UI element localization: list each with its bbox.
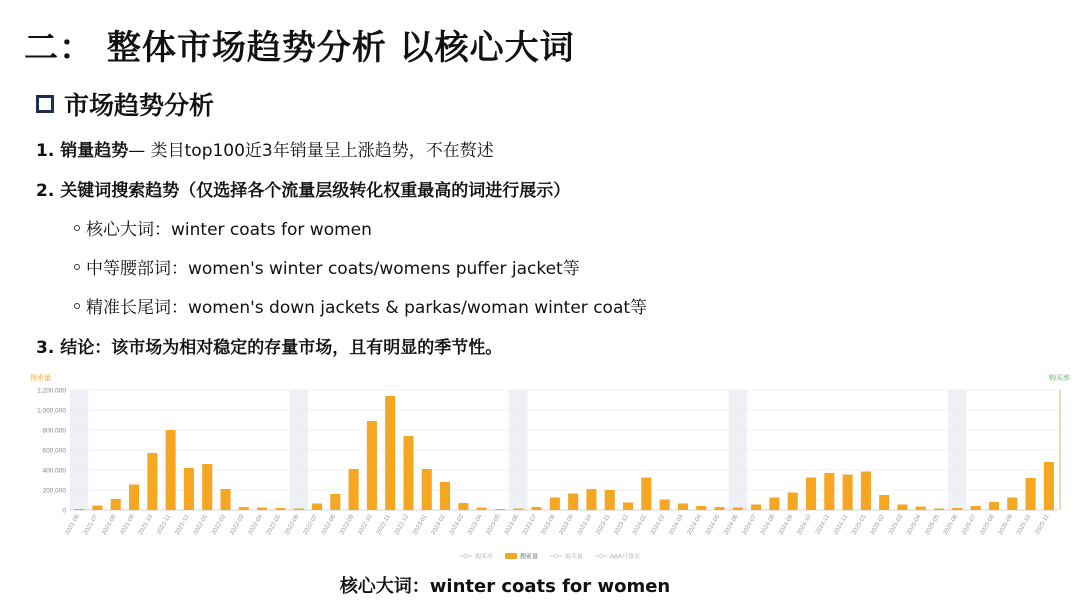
bar — [220, 489, 230, 510]
x-tick-label: 2025-08 — [979, 514, 996, 537]
keyword-text: 中等腰部词：women's winter coats/womens puffer jacket等 — [86, 259, 580, 279]
bar — [733, 508, 743, 511]
bar — [952, 508, 962, 510]
x-tick-label: 2024-03 — [668, 514, 685, 537]
x-tick-label: 2023-11 — [595, 514, 612, 536]
bar — [275, 508, 285, 510]
y-tick-label: 800,000 — [42, 427, 66, 435]
x-tick-label: 2025-05 — [924, 514, 941, 537]
section-header — [36, 86, 214, 122]
x-tick-label: 2023-12 — [613, 514, 630, 537]
x-tick-label: 2022-07 — [302, 514, 319, 537]
y-axis-title-left: 搜索量 — [30, 375, 51, 382]
x-tick-label: 2023-05 — [485, 514, 502, 537]
x-tick-label: 2024-09 — [778, 514, 795, 537]
legend-swatch — [505, 553, 517, 559]
x-tick-label: 2023-02 — [430, 514, 447, 537]
point-conclusion — [36, 333, 502, 358]
bar — [696, 506, 706, 510]
x-tick-label: 2024-07 — [741, 514, 758, 537]
bar — [111, 499, 121, 510]
bar — [349, 469, 359, 510]
x-tick-label: 2024-12 — [833, 514, 850, 537]
x-tick-label: 2025-11 — [1034, 513, 1051, 536]
x-tick-label: 2022-06 — [284, 514, 301, 537]
bar — [1007, 498, 1017, 511]
bar — [312, 504, 322, 511]
bar — [495, 509, 505, 510]
bar — [916, 507, 926, 511]
x-tick-label: 2022-08 — [320, 514, 338, 537]
bar — [440, 482, 450, 510]
bar — [934, 509, 944, 511]
bar — [769, 498, 779, 511]
bar — [879, 495, 889, 510]
chart-caption: 核心大词：winter coats for women — [339, 576, 671, 597]
x-tick-label: 2021-10 — [137, 514, 155, 537]
x-tick-label: 2024-02 — [650, 514, 667, 537]
x-tick-label: 2024-06 — [723, 514, 740, 537]
legend-marker — [599, 554, 603, 558]
x-tick-label: 2023-10 — [576, 514, 594, 537]
bar — [367, 421, 377, 510]
bar — [550, 498, 560, 511]
x-tick-label: 2025-02 — [869, 514, 886, 537]
point-label: 3. 结论：该市场为相对稳定的存量市场，且有明显的季节性。 — [36, 338, 503, 358]
search-volume-chart — [30, 370, 1070, 570]
x-tick-label: 2023-07 — [522, 514, 539, 537]
bar — [74, 509, 84, 510]
bar — [1044, 462, 1054, 510]
legend-label: ABA月排名 — [610, 554, 641, 561]
bar — [605, 490, 615, 510]
bar — [330, 494, 340, 510]
x-tick-label: 2025-06 — [942, 514, 960, 537]
x-tick-label: 2021-06 — [64, 514, 81, 537]
x-tick-label: 2024-05 — [705, 514, 722, 537]
bar — [971, 506, 981, 510]
x-tick-label: 2023-03 — [448, 514, 466, 537]
bar — [458, 503, 468, 510]
bar — [989, 502, 999, 510]
y-tick-label: 600,000 — [42, 447, 66, 455]
page-title: 二： 整体市场趋势分析 以核心大词 — [24, 28, 575, 68]
bar — [532, 507, 542, 510]
x-tick-label: 2022-10 — [357, 514, 374, 537]
point-label: 2. 关键词搜索趋势（仅选择各个流量层级转化权重最高的词进行展示） — [36, 181, 571, 201]
y-axis-title-right: 购买率 — [1049, 375, 1070, 382]
bar — [1026, 478, 1036, 510]
bar — [623, 503, 633, 511]
x-tick-label: 2025-01 — [851, 514, 868, 537]
bar — [861, 472, 871, 511]
bar — [568, 494, 578, 511]
x-tick-label: 2024-11 — [815, 514, 832, 536]
bar — [678, 504, 688, 511]
x-tick-label: 2022-01 — [192, 514, 209, 537]
x-tick-label: 2022-04 — [247, 514, 264, 537]
x-tick-label: 2025-03 — [888, 514, 905, 537]
bar — [202, 464, 212, 510]
bar — [788, 493, 798, 511]
point-sales-trend — [36, 136, 494, 161]
y-tick-label: 1,200,000 — [37, 387, 66, 395]
keyword-text: 核心大词：winter coats for women — [86, 220, 372, 240]
bar — [257, 508, 267, 511]
x-tick-label: 2021-09 — [119, 514, 136, 537]
legend-marker — [554, 554, 558, 558]
x-tick-label: 2023-08 — [540, 514, 557, 537]
bar — [403, 436, 413, 510]
x-tick-label: 2023-09 — [558, 514, 575, 537]
bar — [897, 505, 907, 511]
x-tick-label: 2023-06 — [503, 514, 520, 537]
bar — [147, 453, 157, 510]
legend-label: 搜索量 — [520, 554, 539, 561]
bar — [166, 430, 176, 510]
keyword-longtail — [74, 293, 647, 318]
x-tick-label: 2025-04 — [906, 514, 923, 537]
keyword-core — [74, 215, 372, 240]
x-tick-label: 2021-08 — [101, 514, 118, 537]
square-bullet-icon — [36, 95, 54, 113]
bar — [422, 469, 432, 510]
bar — [92, 506, 102, 511]
bar — [806, 478, 816, 511]
x-tick-label: 2025-10 — [1016, 514, 1033, 537]
bar — [385, 396, 395, 510]
point-label: 1. 销量趋势 — [36, 141, 129, 161]
bar — [714, 507, 724, 510]
bar — [660, 500, 670, 511]
x-tick-label: 2025-09 — [997, 514, 1014, 537]
x-tick-label: 2024-01 — [631, 514, 649, 537]
y-tick-label: 200,000 — [42, 487, 66, 495]
x-tick-label: 2022-02 — [211, 514, 228, 537]
bar — [843, 475, 853, 511]
x-tick-label: 2022-12 — [394, 514, 411, 537]
legend-label: 购买量 — [565, 554, 584, 561]
x-tick-label: 2021-07 — [82, 514, 100, 537]
bar — [824, 473, 834, 510]
x-tick-label: 2024-10 — [796, 514, 813, 537]
x-tick-label: 2022-09 — [339, 514, 356, 537]
keyword-text: 精准长尾词：women's down jackets & parkas/woman winter coat等 — [86, 298, 648, 318]
x-tick-label: 2024-08 — [759, 514, 777, 537]
circle-bullet-icon — [74, 225, 80, 231]
bar — [129, 485, 139, 511]
bar — [641, 478, 651, 511]
x-tick-label: 2025-07 — [961, 514, 978, 537]
bar — [184, 468, 194, 510]
point-text: — 类目top100近3年销量呈上涨趋势，不在赘述 — [128, 141, 494, 161]
y-tick-label: 0 — [62, 507, 66, 515]
section-title: 市场趋势分析 — [64, 91, 215, 120]
bar — [239, 507, 249, 510]
legend-label: 购买率 — [475, 554, 494, 561]
x-tick-label: 2023-01 — [412, 514, 429, 537]
legend-marker — [464, 554, 468, 558]
point-keyword-trend — [36, 176, 570, 201]
x-tick-label: 2021-11 — [156, 514, 173, 536]
y-tick-label: 400,000 — [42, 467, 66, 475]
bar — [513, 509, 523, 511]
y-tick-label: 1,000,000 — [37, 407, 66, 415]
bar — [294, 509, 304, 511]
x-tick-label: 2024-04 — [686, 514, 703, 537]
x-tick-label: 2022-03 — [229, 514, 246, 537]
x-tick-label: 2021-12 — [174, 514, 191, 537]
bar — [477, 508, 487, 511]
x-tick-label: 2022-05 — [265, 514, 283, 537]
circle-bullet-icon — [74, 303, 80, 309]
circle-bullet-icon — [74, 264, 80, 270]
x-tick-label: 2023-04 — [467, 514, 484, 537]
keyword-mid — [74, 254, 580, 279]
bar — [586, 489, 596, 510]
bar — [751, 505, 761, 511]
x-tick-label: 2022-11 — [375, 514, 392, 536]
